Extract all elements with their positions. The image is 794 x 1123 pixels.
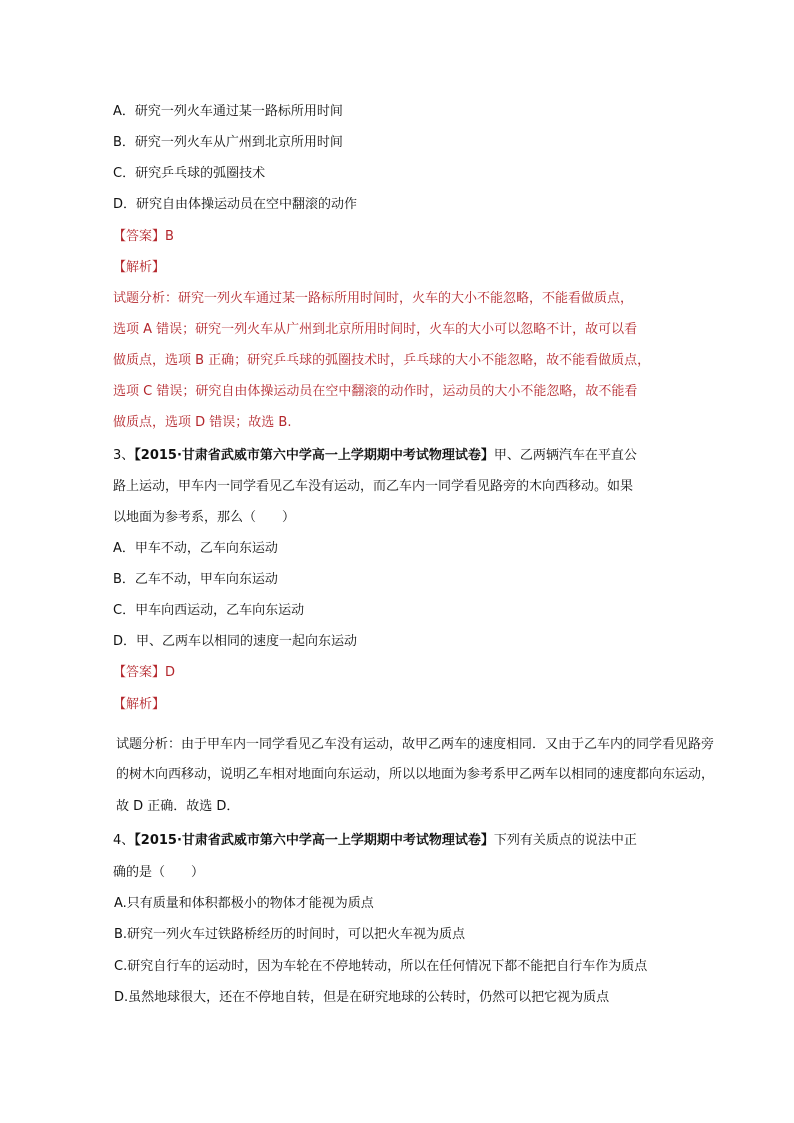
analysis-text-line: 选项 A 错误；研究一列火车从广州到北京所用时间时，火车的大小可以忽略不计，故可以看 (113, 322, 638, 337)
analysis-text-line: 试题分析：由于甲车内一同学看见乙车没有运动，故甲乙两车的速度相同．又由于乙车内的同学看见路旁 (116, 737, 715, 752)
option-a: A．研究一列火车通过某一路标所用时间 (113, 104, 343, 119)
answer-line (113, 228, 174, 246)
question-3-stem-line: 以地面为参考系，那么（ ） (113, 510, 296, 525)
option-b: B．研究一列火车从广州到北京所用时间 (113, 135, 343, 150)
question-4-stem-line: 确的是（ ） (113, 865, 205, 880)
question-3-stem-line: 路上运动，甲车内一同学看见乙车没有运动，而乙车内一同学看见路旁的木向西移动。如果 (113, 479, 634, 494)
answer-value: D (165, 665, 176, 680)
analysis-text-line: 试题分析：研究一列火车通过某一路标所用时间时，火车的大小不能忽略，不能看做质点， (113, 291, 634, 306)
question-stem-text: 下列有关质点的说法中正 (493, 833, 637, 848)
question-source: 【2015·甘肃省武威市第六中学高一上学期期中考试物理试卷】 (134, 833, 494, 848)
option-c: C．研究乒乓球的弧圈技术 (113, 166, 266, 181)
option-b: B.研究一列火车过铁路桥经历的时间时，可以把火车视为质点 (114, 927, 466, 942)
answer-label: 【答案】 (113, 229, 166, 244)
question-4-stem-line (113, 832, 637, 850)
option-d: D.虽然地球很大，还在不停地自转，但是在研究地球的公转时，仍然可以把它视为质点 (114, 990, 610, 1005)
option-c: C．甲车向西运动，乙车向东运动 (113, 603, 305, 618)
option-c: C.研究自行车的运动时，因为车轮在不停地转动，所以在任何情况下都不能把自行车作为质点 (114, 959, 648, 974)
option-a: A．甲车不动，乙车向东运动 (113, 541, 278, 556)
analysis-text-line: 选项 C 错误；研究自由体操运动员在空中翻滚的动作时，运动员的大小不能忽略，故不能看 (113, 384, 638, 399)
analysis-label: 【解析】 (113, 260, 166, 275)
question-stem-text: 甲、乙两辆汽车在平直公 (493, 448, 637, 463)
answer-line (113, 664, 175, 682)
option-a: A.只有质量和体积都极小的物体才能视为质点 (114, 896, 374, 911)
analysis-text-line: 做质点，选项 B 正确；研究乒乓球的弧圈技术时，乒乓球的大小不能忽略，故不能看做质点， (113, 353, 651, 368)
option-d: D．研究自由体操运动员在空中翻滚的动作 (113, 197, 358, 212)
option-b: B．乙车不动，甲车向东运动 (113, 572, 278, 587)
analysis-text-line: 的树木向西移动，说明乙车相对地面向东运动，所以以地面为参考系甲乙两车以相同的速度都向东运动， (116, 767, 715, 782)
answer-value: B (165, 229, 174, 244)
question-number: 4、 (113, 833, 135, 848)
question-number: 3、 (113, 448, 135, 463)
analysis-label: 【解析】 (113, 697, 166, 712)
analysis-text-line: 做质点，选项 D 错误；故选 B. (113, 415, 292, 430)
option-d: D．甲、乙两车以相同的速度一起向东运动 (113, 634, 358, 649)
answer-label: 【答案】 (113, 665, 166, 680)
question-source: 【2015·甘肃省武威市第六中学高一上学期期中考试物理试卷】 (134, 448, 494, 463)
question-3-stem-line (113, 447, 637, 465)
analysis-text-line: 故 D 正确．故选 D． (116, 799, 240, 814)
